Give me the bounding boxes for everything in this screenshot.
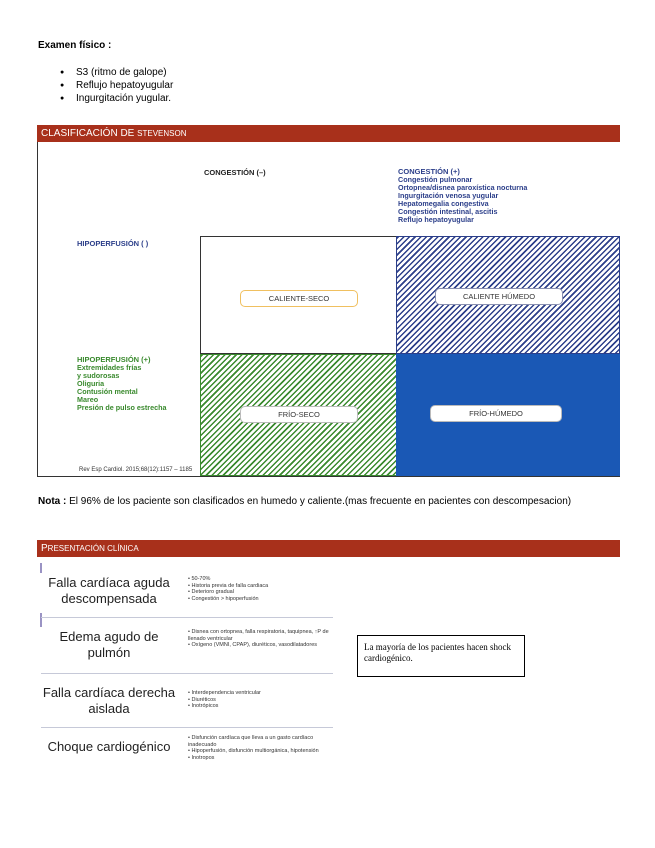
stevenson-header-band — [37, 125, 620, 142]
presentation-header-band — [37, 540, 620, 557]
row-item: Presión de pulso estrecha — [77, 403, 167, 412]
row-item: Extremidades frías — [77, 363, 142, 372]
bullet: • Hipoperfusión, disfunción multiorgánica, hipotensión — [188, 748, 334, 755]
label-frio-seco: FRÍO-SECO — [240, 406, 358, 423]
bullet: • Historia previa de falla cardiaca — [188, 583, 334, 590]
col-header-congestion-neg: CONGESTIÓN (–) — [204, 168, 266, 177]
row-divider — [41, 673, 333, 674]
label-caliente-seco: CALIENTE-SECO — [240, 290, 358, 307]
row-item: y sudorosas — [77, 371, 120, 380]
label-caliente-humedo: CALIENTE HÚMEDO — [435, 288, 563, 305]
row-header-hypoperfusion-neg: HIPOPERFUSIÓN ( ) — [77, 239, 149, 248]
bullet: • Inotropos — [188, 755, 334, 762]
band-title-small: STEVENSON — [137, 129, 187, 138]
bullet: • Inotrópicos — [188, 703, 334, 710]
presentation-title: Edema agudo de pulmón — [59, 629, 159, 660]
col-header-congestion-pos — [398, 167, 527, 224]
band-title: CLASIFICACIÓN DE — [41, 128, 138, 139]
presentation-title: Choque cardiogénico — [47, 739, 171, 754]
row-item: Contusión mental — [77, 387, 138, 396]
presentation-bullets — [188, 629, 334, 649]
note-text: El 96% de los paciente son clasificados en humedo y caliente.(mas frecuente en pacientes con descompesacion) — [66, 496, 572, 507]
presentation-title: Falla cardíaca derecha aislada — [42, 685, 176, 716]
note-paragraph — [38, 495, 628, 508]
row-item: Oliguria — [77, 379, 105, 388]
col-title: CONGESTIÓN (+) — [398, 167, 460, 176]
exam-item: ● Ingurgitación yugular. — [60, 92, 173, 105]
band-initial: P — [41, 543, 48, 554]
presentation-row — [40, 573, 334, 613]
row-title: HIPOPERFUSIÓN (+) — [77, 355, 151, 364]
col-item: Congestión intestinal, ascitis — [398, 207, 498, 216]
col-item: Congestión pulmonar — [398, 175, 473, 184]
row-item: Mareo — [77, 395, 99, 404]
row-divider — [41, 727, 333, 728]
bullet: • 50-70% — [188, 576, 334, 583]
col-item: Reflujo hepatoyugular — [398, 215, 474, 224]
presentation-bullets — [188, 690, 334, 710]
clinical-presentation-table — [37, 557, 337, 777]
citation: Rev Esp Cardiol. 2015;68(12):1157 – 1185 — [79, 467, 193, 473]
col-item: Ortopnea/disnea paroxística nocturna — [398, 183, 528, 192]
bullet: • Diuréticos — [188, 697, 334, 704]
bullet: • Disnea con ortopnea, falla respiratoria, taquipnea, ↑P de llenado ventricular — [188, 629, 334, 642]
presentation-bullets — [188, 576, 334, 602]
label-frio-humedo: FRÍO-HÚMEDO — [430, 405, 562, 422]
bullet: • Congestión > hipoperfusión — [188, 596, 334, 603]
exam-item: ● Reflujo hepatoyugular — [60, 79, 173, 92]
band-title-rest: RESENTACIÓN CLÍNICA — [47, 544, 139, 553]
bullet: • Oxígeno (VMNI, CPAP), diuréticos, vasodilatadores — [188, 642, 334, 649]
col-item: Hepatomegalia congestiva — [398, 199, 489, 208]
presentation-row — [40, 681, 334, 721]
exam-title: Examen físico : — [38, 40, 112, 51]
exam-list — [60, 66, 173, 105]
bullet: • Deterioro gradual — [188, 589, 334, 596]
presentation-bullets — [188, 735, 334, 761]
side-note-box: La mayoría de los pacientes hacen shock cardiogénico. — [357, 635, 525, 677]
bullet: • Disfunción cardíaca que lleva a un gasto cardíaco inadecuado — [188, 735, 334, 748]
col-item: Ingurgitación venosa yugular — [398, 191, 499, 200]
presentation-title: Falla cardíaca aguda descompensada — [48, 575, 170, 606]
note-label: Nota : — [38, 496, 67, 507]
bullet: • Interdependencia ventricular — [188, 690, 334, 697]
row-header-hypoperfusion-pos — [77, 355, 166, 412]
exam-item: ● S3 (ritmo de galope) — [60, 66, 173, 79]
row-divider — [41, 617, 333, 618]
presentation-row — [40, 627, 334, 667]
presentation-row — [40, 733, 334, 777]
